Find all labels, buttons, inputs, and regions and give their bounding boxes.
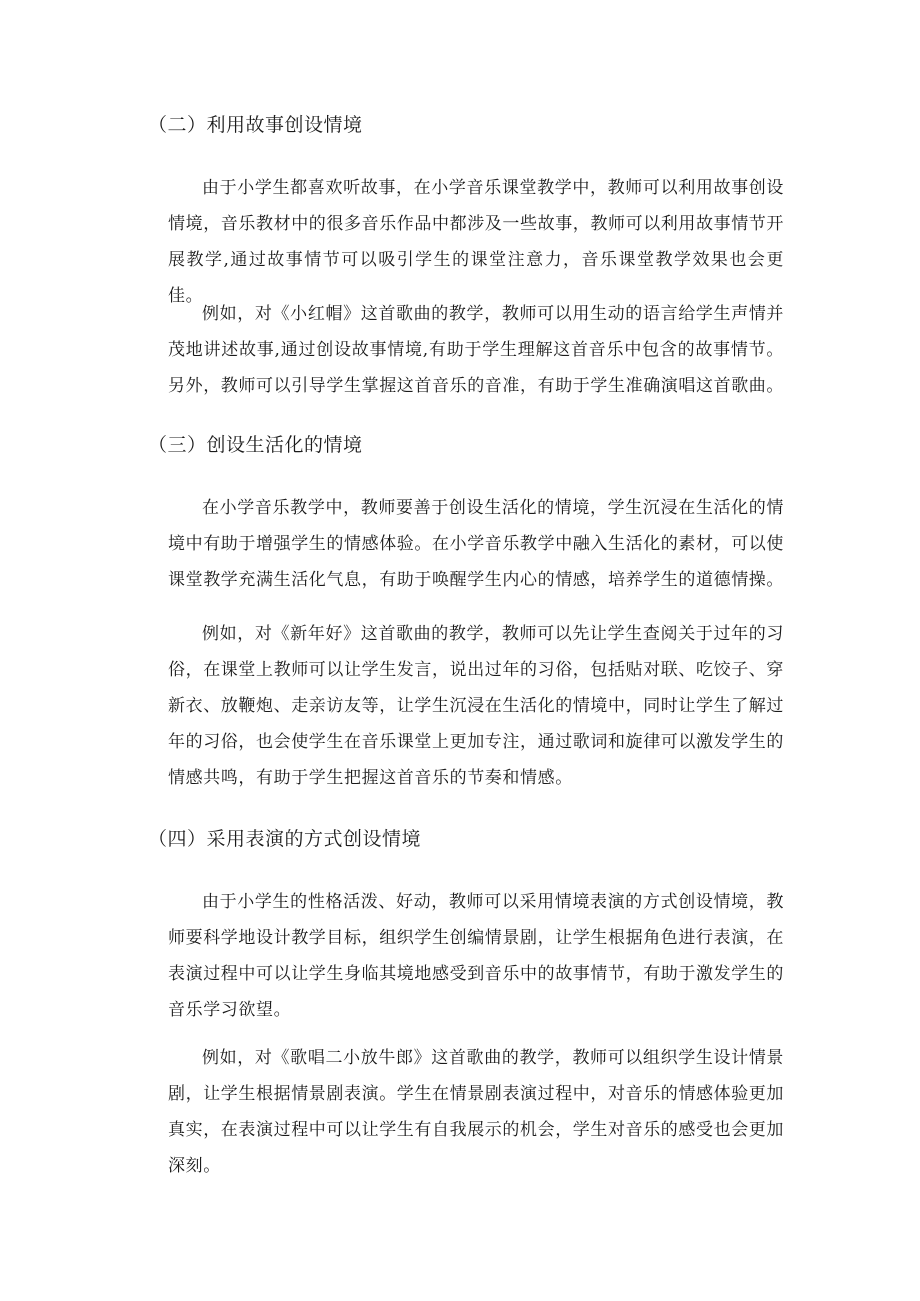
section-heading-4: （四）采用表演的方式创设情境 [148,828,422,850]
section-heading-2: （二）利用故事创设情境 [148,114,363,136]
section-4-paragraph-1 [168,884,784,1028]
section-3-paragraph-2 [168,616,784,796]
paragraph: 由于小学生的性格活泼、好动，教师可以采用情境表演的方式创设情境，教师要科学地设计教学目标，组织学生创编情景剧，让学生根据角色进行表演，在表演过程中可以让学生身临其境地感受到音乐中的故事情节，有助于激发学生的音乐学习欲望。 [168,892,784,1020]
paragraph: 例如，对《新年好》这首歌曲的教学，教师可以先让学生查阅关于过年的习俗，在课堂上教师可以让学生发言，说出过年的习俗，包括贴对联、吃饺子、穿新衣、放鞭炮、走亲访友等，让学生沉浸在生活化的情境中，同时让学生了解过年的习俗，也会使学生在音乐课堂上更加专注，通过歌词和旋律可以激发学生的情感共鸣，有助于学生把握这首音乐的节奏和情感。 [168,624,784,788]
section-2-paragraph-1 [168,170,784,314]
section-2-paragraph-2 [168,296,784,404]
section-3-paragraph-1 [168,490,784,598]
section-4-paragraph-2 [168,1040,784,1184]
section-heading-3: （三）创设生活化的情境 [148,434,363,456]
paragraph: 例如，对《歌唱二小放牛郎》这首歌曲的教学，教师可以组织学生设计情景剧，让学生根据情景剧表演。学生在情景剧表演过程中，对音乐的情感体验更加真实，在表演过程中可以让学生有自我展示的机会，学生对音乐的感受也会更加深刻。 [168,1048,784,1176]
paragraph: 由于小学生都喜欢听故事，在小学音乐课堂教学中，教师可以利用故事创设情境，音乐教材中的很多音乐作品中都涉及一些故事，教师可以利用故事情节开展教学,通过故事情节可以吸引学生的课堂注意力，音乐课堂教学效果也会更佳。 [168,178,784,306]
paragraph: 例如，对《小红帽》这首歌曲的教学，教师可以用生动的语言给学生声情并茂地讲述故事,通过创设故事情境,有助于学生理解这首音乐中包含的故事情节。另外，教师可以引导学生掌握这首音乐的音准，有助于学生准确演唱这首歌曲。 [168,304,784,396]
paragraph: 在小学音乐教学中，教师要善于创设生活化的情境，学生沉浸在生活化的情境中有助于增强学生的情感体验。在小学音乐教学中融入生活化的素材，可以使课堂教学充满生活化气息，有助于唤醒学生内心的情感，培养学生的道德情操。 [168,498,784,590]
